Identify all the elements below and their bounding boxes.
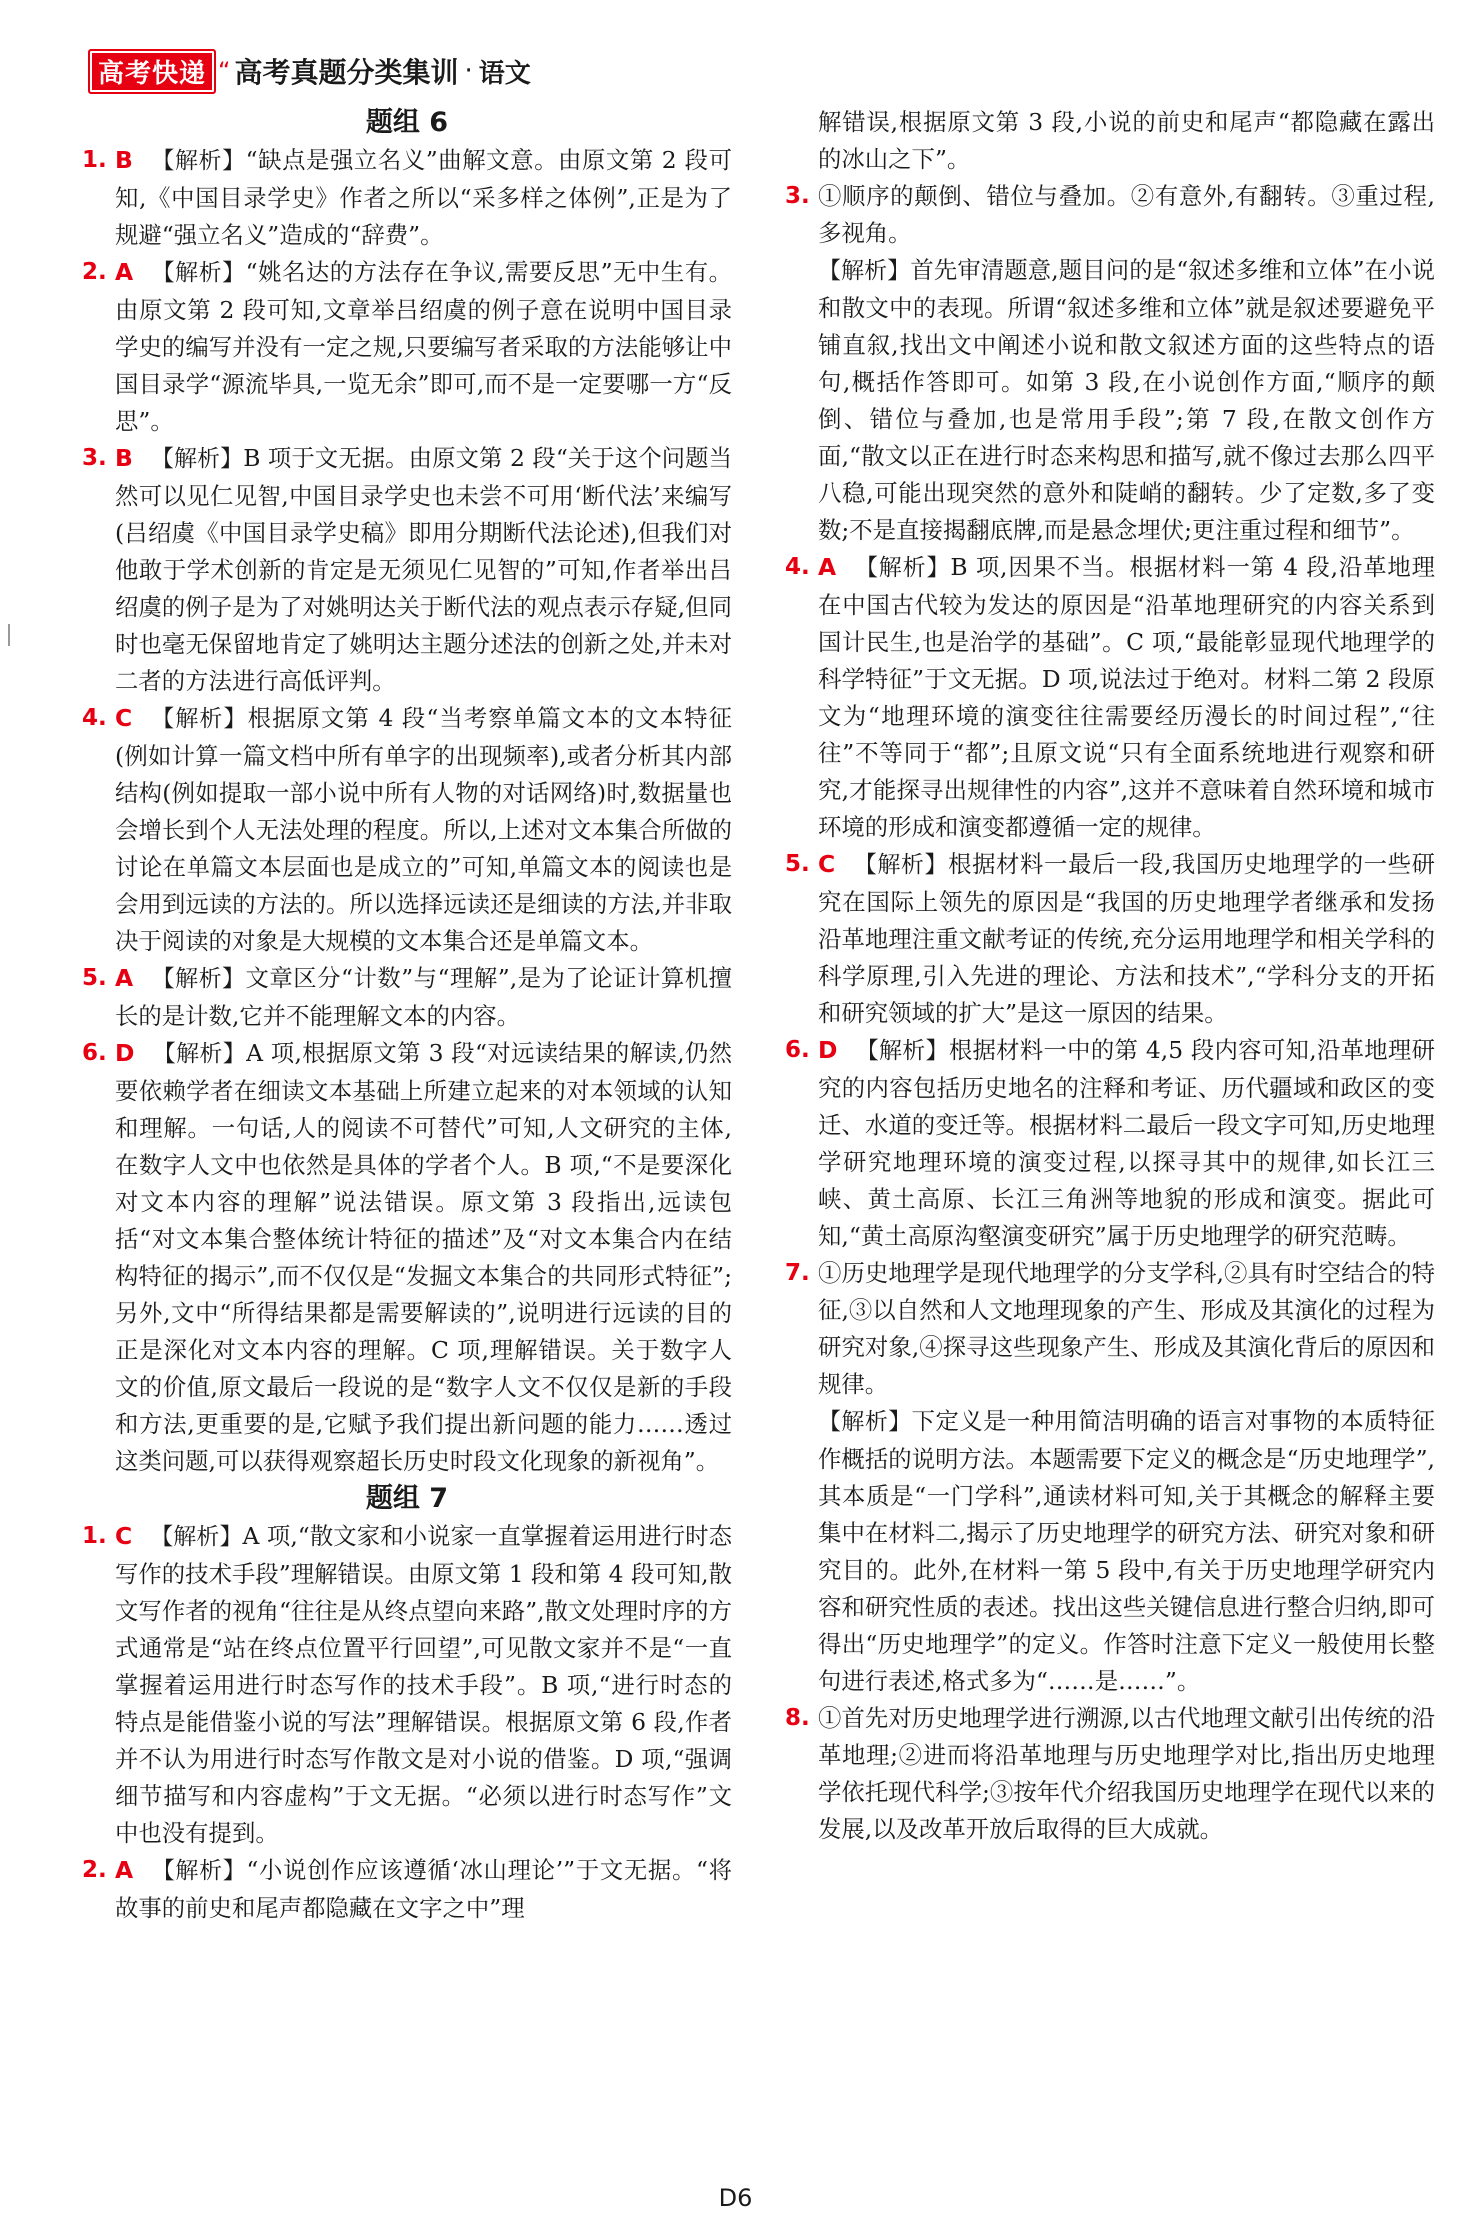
answer-item [82,440,732,700]
item-answer: C [818,850,836,878]
analysis-tag: 【解析】 [150,1524,243,1550]
answer-item [785,1700,1435,1848]
analysis-tag: 【解析】 [150,446,244,472]
item-text: “小说创作应该遵循‘冰山理论’”于文无据。“将故事的前史和尾声都隐藏在文字之中”理 [115,1856,732,1922]
item-text: 根据材料一最后一段,我国历史地理学的一些研究在国际上领先的原因是“我国的历史地理学者继承和发扬沿革地理注重文献考证的传统,充分运用地理学和相关学科的科学原理,引入先进的理论、方法和技术”,“学科分支的开拓和研究领域的扩大”是这一原因的结果。 [818,850,1436,1027]
analysis-block [785,1403,1435,1700]
group-title-7: 题组 7 [365,1483,449,1514]
item-answer: C [115,704,133,732]
item-answer: A [115,258,134,286]
subject-label: 语文 [478,58,531,89]
item-text: 根据原文第 4 段“当考察单篇文本的文本特征(例如计算一篇文档中所有单字的出现频率),或者分析其内部结构(例如提取一部小说中所有人物的对话网络)时,数据量也会增长到个人无法处理的程度。所以,上述对文本集合所做的讨论在单篇文本层面也是成立的”可知,单篇文本的阅读也是会用到远读的方法的。所以选择远读还是细读的方法,并非取决于阅读的对象是大规模的文本集合还是单篇文本。 [115,704,732,955]
analysis-text: 下定义是一种用简洁明确的语言对事物的本质特征作概括的说明方法。本题需要下定义的概念是“历史地理学”,其本质是“一门学科”,通读材料可知,关于其概念的解释主要集中在材料二,揭示了历史地理学的研究方法、研究对象和研究目的。此外,在材料一第 5 段中,有关于历史地理学研究内容和研究性质的表述。找出这些关键信息进行整合归纳,即可得出“历史地理学”的定义。作答时注意下定义一般使用长整句进行表述,格式多为“……是……”。 [818,1407,1436,1695]
item-number: 4. [785,554,810,580]
item-text: B 项,因果不当。根据材料一第 4 段,沿革地理在中国古代较为发达的原因是“沿革地理研究的内容关系到国计民生,也是治学的基础”。C 项,“最能彰显现代地理学的科学特征”于文无据。D 项,说法过于绝对。材料二第 2 段原文为“地理环境的演变往往需要经历漫长的时间过程”,“往往”不等同于“都”;且原文说“只有全面系统地进行观察和研究,才能探寻出规律性的内容”,这并不意味着自然环境和城市环境的形成和演变都遵循一定的规律。 [818,553,1435,841]
analysis-tag: 【解析】 [151,966,246,992]
continued-text: 解错误,根据原文第 3 段,小说的前史和尾声“都隐藏在露出的冰山之下”。 [818,108,1435,173]
item-number: 6. [82,1040,107,1066]
analysis-text: 首先审清题意,题目问的是“叙述多维和立体”在小说和散文中的表现。所谓“叙述多维和立体”就是叙述要避免平铺直叙,找出文中阐述小说和散文叙述方面的这些特点的语句,概括作答即可。如第 3 段,在小说创作方面,“顺序的颠倒、错位与叠加,也是常用手段”;第 7 段,在散文创作方面,“散文以正在进行时态来构思和描写,就不像过去那么四平八稳,可能出现突然的意外和陡峭的翻转。少了定数,多了变数;不是直接揭翻底牌,而是悬念埋伏;更注重过程和细节”。 [818,256,1436,544]
analysis-tag: 【解析】 [150,706,248,732]
item-answer: A [115,964,134,992]
item-number: 1. [82,147,107,173]
item-number: 1. [82,1523,107,1549]
left-column [82,104,732,1927]
analysis-tag: 【解析】 [151,260,246,286]
item-number: 5. [82,965,107,991]
item-answer: D [818,1036,838,1064]
answer-item [785,178,1435,252]
answer-item [82,254,732,440]
answer-item [82,1035,732,1480]
quote-mark-icon: “ [218,57,231,85]
answer-item [785,1032,1435,1255]
item-text: ①顺序的颠倒、错位与叠加。②有意外,有翻转。③重过程,多视角。 [818,182,1435,247]
item-text: A 项,“散文家和小说家一直掌握着运用进行时态写作的技术手段”理解错误。由原文第 1 段和第 4 段可知,散文写作者的视角“往往是从终点望向来路”,散文处理时序的方式通常是“站在终点位置平行回望”,可见散文家并不是“一直掌握着运用进行时态写作的技术手段”。B 项,“进行时态的特点是能借鉴小说的写法”理解错误。根据原文第 6 段,作者并不认为用进行时态写作散文是对小说的借鉴。D 项,“强调细节描写和内容虚构”于文无据。“必须以进行时态写作”文中也没有提到。 [115,1522,733,1847]
item-number: 8. [785,1705,810,1731]
answer-item [82,960,732,1035]
answer-item [785,1255,1435,1403]
item-text: B 项于文无据。由原文第 2 段“关于这个问题当然可以见仁见智,中国目录学史也未尝不可用‘断代法’来编写(吕绍虞《中国目录学史稿》即用分期断代法论述),但我们对他敢于学术创新的肯定是无须见仁见智的”可知,作者举出吕绍虞的例子是为了对姚明达关于断代法的观点表示存疑,但同时也毫无保留地肯定了姚明达主题分述法的创新之处,并未对二者的方法进行高低评判。 [115,444,732,695]
item-answer: C [115,1522,133,1550]
answer-item [82,142,732,254]
item-text: A 项,根据原文第 3 段“对远读结果的解读,仍然要依赖学者在细读文本基础上所建立起来的对本领域的认知和理解。一句话,人的阅读不可替代”可知,人文研究的主体,在数字人文中也依然是具体的学者个人。B 项,“不是要深化对文本内容的理解”说法错误。原文第 3 段指出,远读包括“对文本集合整体统计特征的描述”及“对文本集合内在结构特征的揭示”,而不仅仅是“发掘文本集合的共同形式特征”;另外,文中“所得结果都是需要解读的”,说明进行远读的目的正是深化对文本内容的理解。C 项,理解错误。关于数字人文的价值,原文最后一段说的是“数字人文不仅仅是新的手段和方法,更重要的是,它赋予我们提出新问题的能力……透过这类问题,可以获得观察超长历史时段文化现象的新视角”。 [115,1039,732,1475]
answer-item [82,700,732,960]
title-separator: · [464,56,473,86]
item-answer: D [115,1039,135,1067]
series-title: 高考真题分类集训 [234,56,459,89]
item-text: ①首先对历史地理学进行溯源,以古代地理文献引出传统的沿革地理;②进而将沿革地理与历史地理学对比,指出历史地理学依托现代科学;③按年代介绍我国历史地理学在现代以来的发展,以及改革开放后取得的巨大成就。 [818,1704,1435,1843]
margin-mark [8,624,10,646]
item-number: 3. [785,183,810,209]
analysis-tag: 【解析】 [853,852,949,878]
item-number: 2. [82,259,107,285]
page-header [88,46,531,96]
item-answer: A [115,1856,134,1884]
item-answer: B [115,146,133,174]
brand-logo: 高考快递 [88,49,216,94]
item-number: 7. [785,1260,810,1286]
item-number: 3. [82,445,107,471]
item-text: “姚名达的方法存在争议,需要反思”无中生有。由原文第 2 段可知,文章举吕绍虞的例子意在说明中国目录学史的编写并没有一定之规,只要编写者采取的方法能够让中国目录学“源流毕具,一览无余”即可,而不是一定要哪一方“反思”。 [115,258,733,435]
answer-item [785,846,1435,1032]
item-number: 2. [82,1857,107,1883]
analysis-tag: 【解析】 [854,555,951,581]
item-number: 6. [785,1037,810,1063]
page-number: D6 [718,2184,753,2212]
analysis-tag: 【解析】 [152,1041,247,1067]
analysis-tag: 【解析】 [818,258,911,284]
item-number: 5. [785,851,810,877]
answer-item [82,1852,732,1927]
item-text: ①历史地理学是现代地理学的分支学科,②具有时空结合的特征,③以自然和人文地理现象的产生、形成及其演化的过程为研究对象,④探寻这些现象产生、形成及其演化背后的原因和规律。 [818,1259,1435,1398]
item-text: 文章区分“计数”与“理解”,是为了论证计算机擅长的是计数,它并不能理解文本的内容。 [115,964,732,1030]
item-answer: A [818,553,837,581]
analysis-tag: 【解析】 [818,1409,912,1435]
analysis-tag: 【解析】 [151,1858,247,1884]
answer-item [82,1518,732,1852]
right-column [785,104,1435,1848]
item-text: 根据材料一中的第 4,5 段内容可知,沿革地理研究的内容包括历史地名的注释和考证、历代疆域和政区的变迁、水道的变迁等。根据材料二最后一段文字可知,历史地理学研究地理环境的演变过程,以探寻其中的规律,如长江三峡、黄土高原、长江三角洲等地貌的形成和演变。据此可知,“黄土高原沟壑演变研究”属于历史地理学的研究范畴。 [818,1036,1435,1250]
group-title-6: 题组 6 [365,107,449,138]
item-text: “缺点是强立名义”曲解文意。由原文第 2 段可知,《中国目录学史》作者之所以“采多样之体例”,正是为了规避“强立名义”造成的“辞费”。 [115,146,732,249]
analysis-block [785,252,1435,549]
answer-item [785,549,1435,846]
item-answer: B [115,444,133,472]
analysis-tag: 【解析】 [150,148,246,174]
analysis-tag: 【解析】 [855,1038,949,1064]
item-number: 4. [82,705,107,731]
